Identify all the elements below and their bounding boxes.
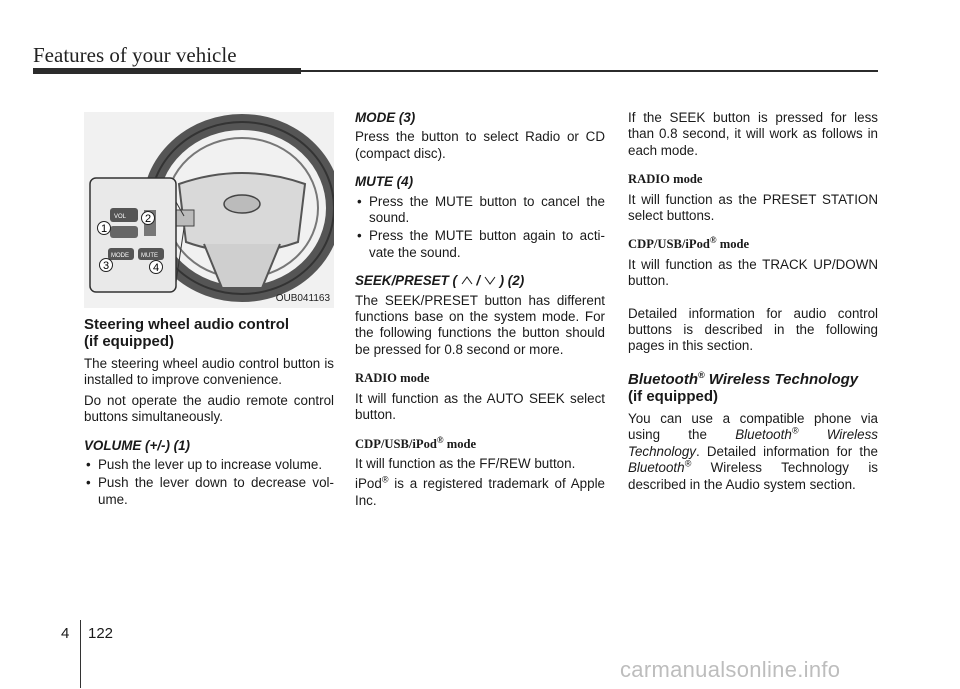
cdp-mode-heading	[628, 236, 878, 252]
seek-text: The SEEK/PRESET button has different functions base on the system mode. For the following functions the button should be pressed for 0.8 second or more.	[355, 292, 605, 357]
bluetooth-paragraph	[628, 411, 878, 493]
cdp-heading-text: CDP/USB/iPod	[628, 237, 710, 252]
bluetooth-heading-line2: (if equipped)	[628, 387, 718, 405]
bt-text-a: You can use a compatible phone via using the	[628, 410, 878, 443]
radio-mode-heading: RADIO mode	[628, 172, 703, 187]
seek-heading-slash: /	[476, 273, 481, 289]
bt-text-f: Wireless Technology is described in the Audio system section.	[628, 460, 878, 492]
volume-heading: VOLUME (+/-) (1)	[84, 437, 191, 453]
page-number: 122	[88, 625, 114, 642]
seek-heading-suffix: ) (2)	[499, 273, 525, 289]
registered-mark: ®	[684, 458, 692, 469]
callout-4: 4	[152, 262, 160, 274]
callout-1: 1	[100, 223, 108, 235]
section-title-line2: (if equipped)	[84, 333, 174, 350]
figure-code: OUB041163	[275, 293, 330, 304]
list-item: • Press the MUTE button to cancel the sound.	[355, 194, 605, 227]
section-number: 4	[61, 625, 70, 642]
cdp-mode-heading	[355, 436, 605, 452]
volume-list	[84, 457, 334, 508]
radio-mode-text: It will function as the AUTO SEEK select button.	[355, 390, 605, 423]
bt-text-d: . Detailed information for the	[696, 443, 878, 459]
section-title	[84, 316, 334, 350]
cdp-heading-mode: mode	[719, 237, 750, 252]
list-item: • Push the lever down to decrease volume.	[84, 475, 334, 508]
warning-paragraph: Do not operate the audio remote control buttons simultaneously.	[84, 392, 334, 425]
bluetooth-heading-brand: Bluetooth	[628, 370, 698, 388]
seek-short-press-text: If the SEEK button is pressed for less than 0.8 second, it will work as follows in each mode.	[628, 110, 878, 158]
column-2	[355, 110, 605, 513]
bt-text-brand: Bluetooth	[735, 427, 792, 443]
bluetooth-heading	[628, 371, 878, 405]
mute-list	[355, 194, 605, 262]
mute-label: MUTE	[141, 253, 158, 259]
mode-text: Press the button to select Radio or CD (compact disc).	[355, 129, 605, 161]
bluetooth-heading-rest: Wireless Technology	[708, 370, 859, 388]
section-title-line1: Steering wheel audio control	[84, 316, 290, 333]
registered-mark: ®	[436, 434, 444, 445]
footer-divider	[80, 620, 81, 688]
vol-label: VOL	[114, 214, 127, 220]
seek-heading-text: SEEK/PRESET (	[355, 273, 457, 289]
header-rule-thin	[301, 70, 878, 72]
cdp-mode-text: It will function as the FF/REW button.	[355, 455, 576, 471]
ipod-name: iPod	[355, 476, 382, 492]
list-item: • Press the MUTE button again to activate the sound.	[355, 228, 605, 261]
mode-heading: MODE (3)	[355, 110, 416, 125]
chevron-down-icon	[484, 276, 496, 285]
cdp-heading-mode: mode	[446, 436, 477, 451]
registered-mark: ®	[791, 425, 799, 436]
intro-paragraph: The steering wheel audio control button is installed to improve convenience.	[84, 356, 334, 388]
detail-text: Detailed information for audio control buttons is described in the following pages in this section.	[628, 305, 878, 354]
mute-heading: MUTE (4)	[355, 174, 414, 190]
page-header-title: Features of your vehicle	[33, 43, 237, 67]
radio-mode-heading: RADIO mode	[355, 371, 430, 386]
column-1	[84, 316, 334, 514]
bt-text-brand-2: Bluetooth	[628, 460, 685, 476]
registered-mark: ®	[697, 369, 705, 380]
callout-3: 3	[102, 260, 110, 272]
radio-mode-text: It will function as the PRESET STATION select buttons.	[628, 191, 878, 224]
column-3	[628, 110, 878, 497]
callout-2: 2	[144, 213, 152, 225]
registered-mark: ®	[709, 235, 717, 246]
seek-heading	[355, 273, 605, 289]
steering-wheel-illustration	[84, 112, 334, 308]
watermark-text: carmanualsonline.info	[620, 657, 841, 682]
cdp-heading-text: CDP/USB/iPod	[355, 436, 437, 451]
trademark-text: is a registered trademark of Apple Inc.	[355, 476, 605, 508]
registered-mark: ®	[381, 474, 389, 485]
cdp-mode-text: It will function as the TRACK UP/DOWN button.	[628, 256, 878, 289]
header-rule-thick	[33, 68, 301, 74]
list-item: • Push the lever up to increase volume.	[84, 457, 334, 473]
ipod-trademark	[355, 476, 605, 509]
mode-label: MODE	[111, 253, 129, 259]
bt-text-tech: Wireless Technology	[628, 427, 878, 459]
steering-wheel-drawing	[84, 112, 334, 308]
chevron-up-icon	[461, 276, 473, 285]
